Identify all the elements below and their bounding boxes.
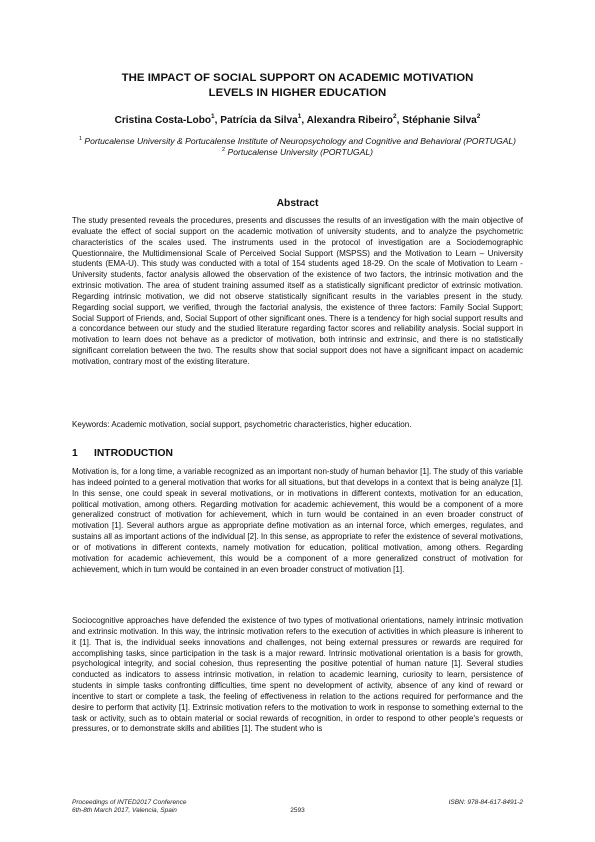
author-affiliation-mark: 2 [476, 113, 481, 120]
paper-title-line-2: LEVELS IN HIGHER EDUCATION [208, 87, 387, 99]
author-affiliation-mark: 2 [392, 113, 397, 120]
affiliation-text: Portucalense University & Portucalense Institute of Neuropsychology and Cognitive and Behavioral (PORTUGAL) [84, 136, 517, 146]
affiliation-1 [70, 136, 525, 147]
author-name: Stéphanie Silva [402, 115, 477, 126]
author-name: Cristina Costa-Lobo [114, 115, 212, 126]
author-name: Alexandra Ribeiro [306, 115, 393, 126]
introduction-paragraph-1: Motivation is, for a long time, a variable recognized as an important non-study of human behavior [1]. The study of this variable has indeed pointed to a general motivation that works for all situations, but that develops in a context that is being analyze [1]. In this sense, one could speak in several motivations, or in motivations in different contexts, motivation for an education, political motivation, among others. Regarding motivation for academic achievement, this would be a component of a more generalized construct of motivation for achievement, which in turn would be contained in an even broader construct of motivation [1]. Several authors argue as appropriate define motivation as an internal force, which emerges, regulates, and sustains all as important actions of the individual [2]. In this sense, as appropriate to refer the existence of several motivations, or of motivations in different contexts, namely motivation for education, political motivation, among others. Regarding motivation for academic achievement, this would be a component of a more generalized construct of motivation for achievement, which in turn would be contained in an even broader construct of motivation [1]. [72, 467, 523, 574]
affiliations [70, 136, 525, 159]
author-affiliation-mark: 1 [297, 113, 302, 120]
author-list: Cristina Costa-Lobo$^1$, Patrícia da Silva$^1$, Alexandra Ribeiro$^2$, Stéphanie Silva$^2$ [114, 113, 481, 126]
affiliation-mark: 2 [222, 147, 226, 154]
keywords: Keywords: Academic motivation, social support, psychometric characteristics, higher education. [72, 420, 412, 429]
footer-conference: Proceedings of INTED2017 Conference [72, 799, 187, 806]
author-name: Patrícia da Silva [220, 115, 298, 126]
author-affiliation-mark: 1 [211, 113, 215, 120]
affiliation-mark: 1 [78, 136, 82, 142]
introduction-paragraph-2: Sociocognitive approaches have defended the existence of two types of motivational orientations, namely intrinsic motivation and extrinsic motivation. In this way, the intrinsic motivation refers to the execution of activities in which pleasure is inherent to it [1]. That is, the individual seeks innovations and challenges, not being external pressures or rewards are required for accomplishing tasks, since participation in the task is a major reward. Intrinsic motivational orientation is a basis for growth, psychological integrity, and social cohesion, thus representing the positive potential of human nature [1]. Several studies conducted as indicators to assess intrinsic motivation, in relation to academic learning, curiosity to learn, persistence of students in simple tasks confronting difficulties, time spent no development of activity, absence of any kind of reward or incentive to start or complete a task, the feeling of effectiveness in relation to the actions required for performance and the desire to perform that activity [1]. Extrinsic motivation refers to the motivation to work in response to something external to the task or activity, such as to obtain material or social rewards of recognition, in order to respond to other people's requests or pressures, or to demonstrate skills and abilities [1]. The student who is [72, 616, 523, 734]
paper-title [60, 71, 535, 101]
footer-isbn: ISBN: 978-84-617-8491-2 [448, 799, 523, 806]
paper-title-line-1: THE IMPACT OF SOCIAL SUPPORT ON ACADEMIC MOTIVATION [121, 72, 474, 84]
affiliation-2 [70, 147, 525, 158]
abstract-heading: Abstract [276, 198, 319, 209]
section-number: 1 [72, 448, 78, 459]
page-number: 2593 [290, 807, 305, 814]
section-title: INTRODUCTION [94, 448, 173, 459]
footer-dates: 6th-8th March 2017, Valencia, Spain [72, 807, 177, 815]
affiliation-text: Portucalense University (PORTUGAL) [227, 147, 373, 158]
section-heading [72, 448, 173, 460]
abstract-text: The study presented reveals the procedures, presents and discusses the results of an investigation with the main objective of evaluate the effect of social support on the academic motivation of university students, and to analyze the psychometric characteristics of the scales used. The instruments used in the protocol of investigation are a Sociodemographic Questionnaire, the Multidimensional Scale of Perceived Social Support (MSPSS) and the Motivation to Learn – University students (EMA-U). This study was conducted with a total of 154 students aged 18-29. On the scale of Motivation to Learn - University students, factor analysis allowed the observation of the existence of two factors, the intrinsic motivation and the extrinsic motivation. The area of student training assumed itself as a statistically significant predictor of extrinsic motivation. Regarding intrinsic motivation, we did not observe statistically significant results in the variables present in the study. Regarding social support, we verified, through the factorial analysis, the existence of three factors: Family Social Support; Social Support of Friends, and, Social Support of other significant ones. There is a tendency for high social support results and a concordance between our study and the studied literature regarding factor scores and reliability analysis. Social support in motivation to learn does not behave as a predictor of motivation, both intrinsic and extrinsic, and there is no statistically significant correlation between the two. The results show that social support does not have a significant impact on academic motivation, contrary most of the existing literature. [72, 216, 523, 366]
